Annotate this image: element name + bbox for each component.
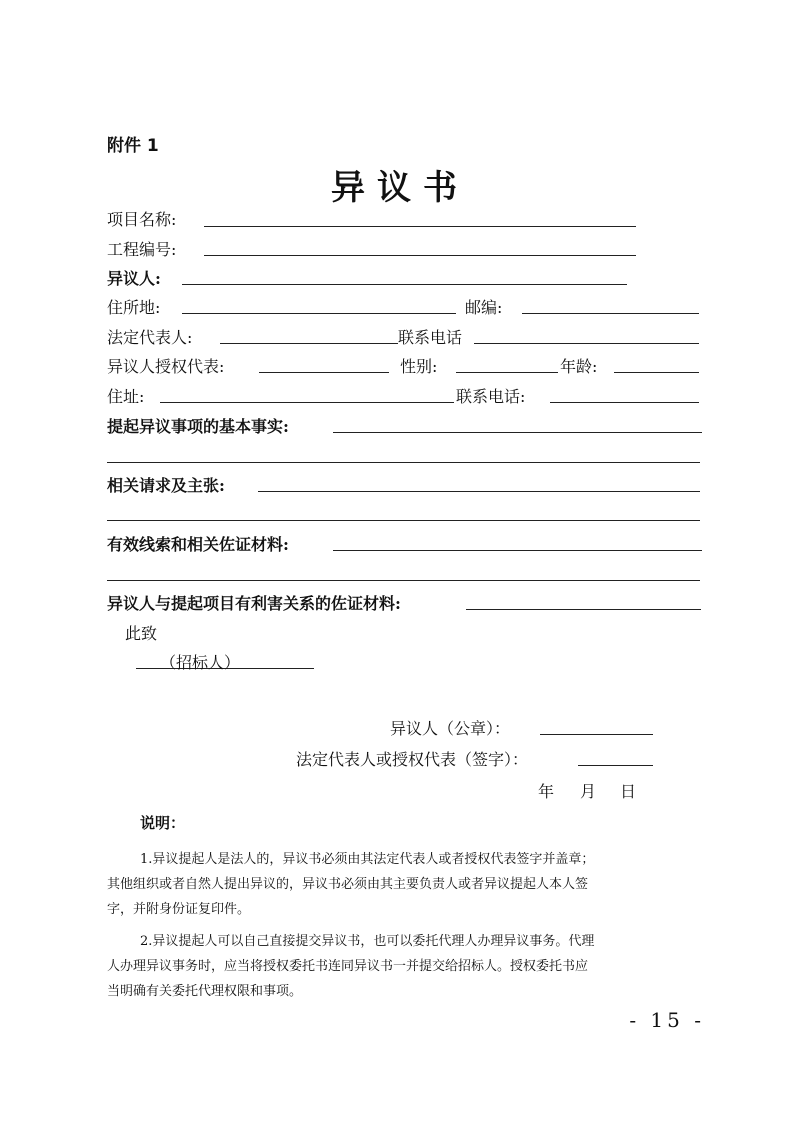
age-line[interactable] (614, 372, 699, 373)
basic-facts-line-1[interactable] (333, 432, 702, 433)
postcode-label: 邮编: (465, 298, 503, 317)
address-label: 住所地: (107, 298, 161, 317)
note-2-line-3: 当明确有关委托代理权限和事项。 (107, 984, 303, 999)
page-number: - 15 - (629, 1008, 705, 1032)
contact-phone-1-label: 联系电话 (398, 328, 463, 347)
objector-line[interactable] (182, 284, 627, 285)
note-2-line-2: 人办理异议事务时，应当将授权委托书连同异议书一并提交给招标人。授权委托书应 (107, 959, 589, 974)
attachment-label: 附件 1 (107, 136, 159, 156)
evidence-line-1[interactable] (333, 550, 702, 551)
requests-label: 相关请求及主张: (107, 476, 225, 495)
age-label: 年龄: (560, 357, 598, 376)
note-1-line-2: 其他组织或者自然人提出异议的，异议书必须由其主要负责人或者异议提起人本人签 (107, 877, 589, 892)
residence-line[interactable] (160, 402, 454, 403)
project-name-line[interactable] (204, 226, 636, 227)
project-name-label: 项目名称: (107, 210, 177, 229)
objector-label: 异议人: (107, 269, 161, 288)
date-year: 年 (538, 782, 555, 801)
postcode-line[interactable] (522, 313, 699, 314)
evidence-line-2[interactable] (107, 580, 700, 581)
salutation: 此致 (125, 624, 158, 643)
authorized-rep-label: 异议人授权代表: (107, 357, 225, 376)
recipient: （招标人） (160, 653, 241, 672)
objector-seal-label: 异议人（公章）： (390, 719, 511, 738)
legal-rep-label: 法定代表人: (107, 328, 193, 347)
requests-line-1[interactable] (258, 491, 700, 492)
evidence-label: 有效线索和相关佐证材料: (107, 535, 289, 554)
project-no-line[interactable] (204, 255, 636, 256)
contact-phone-2-label: 联系电话: (456, 387, 526, 406)
date-month: 月 (580, 782, 597, 801)
basic-facts-label: 提起异议事项的基本事实: (107, 417, 289, 436)
notes-heading: 说明： (140, 814, 186, 832)
contact-phone-1-line[interactable] (474, 343, 699, 344)
authorized-rep-line[interactable] (259, 372, 389, 373)
basic-facts-line-2[interactable] (107, 462, 700, 463)
interest-evidence-label: 异议人与提起项目有利害关系的佐证材料: (107, 594, 401, 613)
requests-line-2[interactable] (107, 520, 700, 521)
rep-sign-line[interactable] (578, 765, 653, 766)
document-title: 异议书 (331, 168, 469, 208)
project-no-label: 工程编号: (107, 240, 177, 259)
note-2-line-1: 2.异议提起人可以自己直接提交异议书，也可以委托代理人办理异议事务。代理 (140, 934, 595, 949)
address-line[interactable] (182, 313, 456, 314)
objector-seal-line[interactable] (540, 734, 653, 735)
rep-sign-label: 法定代表人或授权代表（签字）： (296, 750, 529, 769)
residence-label: 住址: (107, 387, 145, 406)
legal-rep-line[interactable] (220, 343, 398, 344)
date-day: 日 (620, 782, 637, 801)
contact-phone-2-line[interactable] (550, 402, 699, 403)
gender-line[interactable] (456, 372, 558, 373)
note-1-line-3: 字，并附身份证复印件。 (107, 902, 251, 917)
gender-label: 性别: (400, 357, 438, 376)
interest-evidence-line[interactable] (466, 609, 701, 610)
note-1-line-1: 1.异议提起人是法人的，异议书必须由其法定代表人或者授权代表签字并盖章； (140, 852, 595, 867)
